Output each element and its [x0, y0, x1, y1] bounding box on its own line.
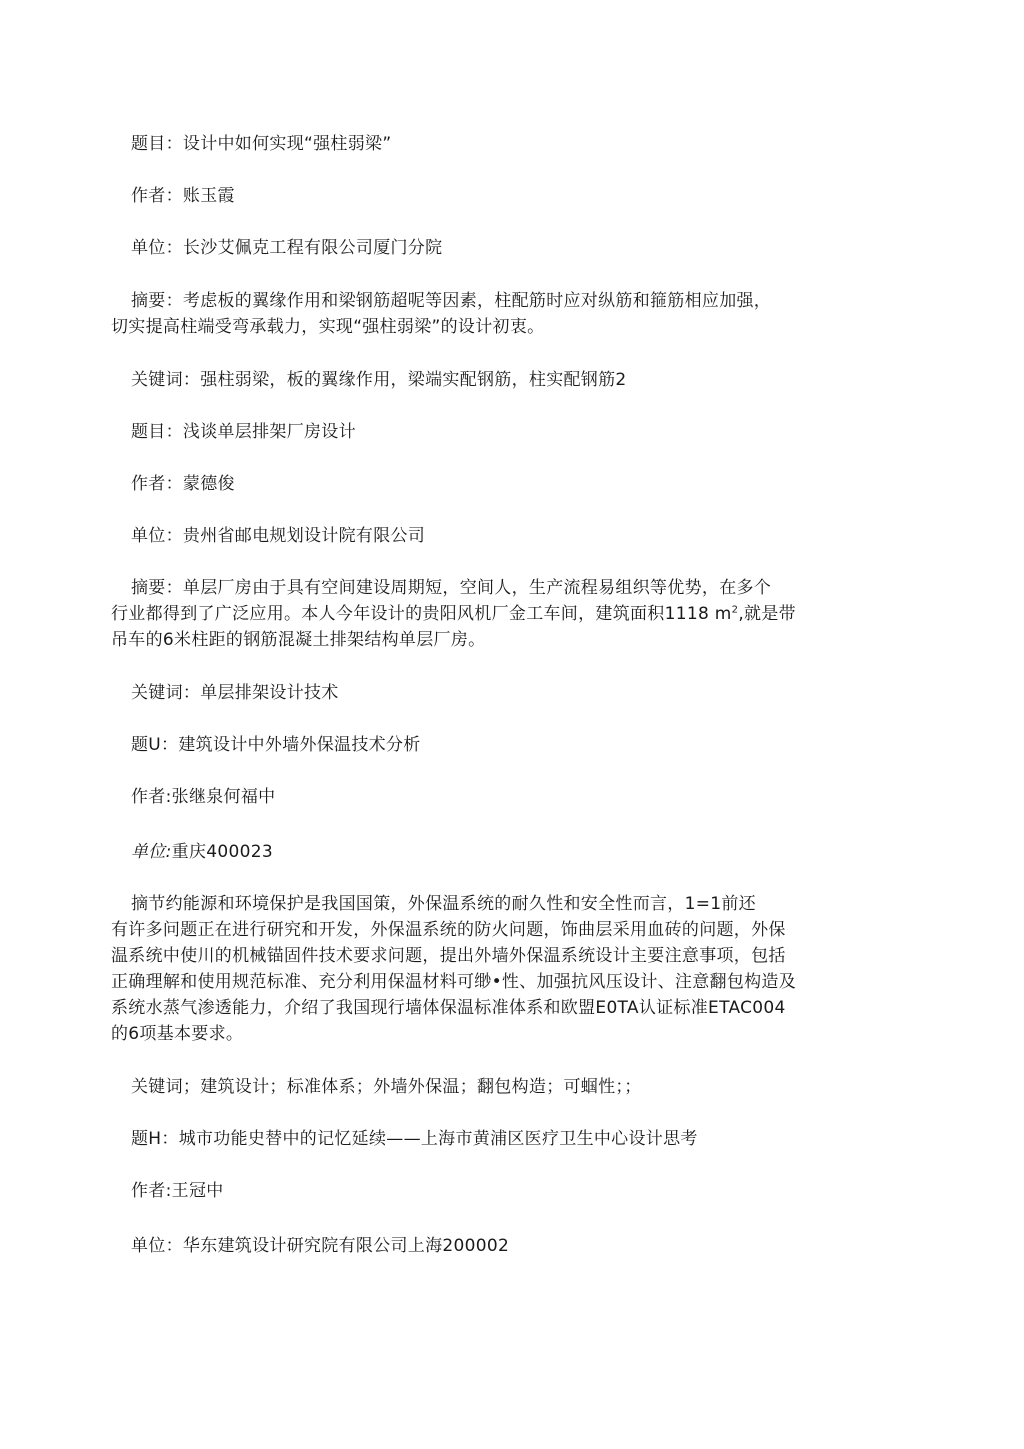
entry-2-abstract-line-2 — [111, 603, 796, 625]
abstract-label: 摘要： — [131, 291, 183, 311]
entry-1-keywords — [131, 369, 627, 391]
entry-4-author — [131, 1180, 224, 1202]
author-label: 作者： — [131, 186, 183, 206]
entry-2-keywords — [131, 682, 339, 704]
entry-4-title — [131, 1128, 698, 1150]
entry-2-title — [131, 421, 356, 443]
keywords-text: 建筑设计；标准体系；外墙外保温；翻包构造；可蝈性；； — [200, 1077, 642, 1097]
entry-1-author — [131, 185, 235, 207]
title-label: 题U： — [131, 735, 179, 755]
author-text: 账玉霞 — [182, 186, 235, 206]
keywords-label: 关键词： — [131, 370, 201, 390]
keywords-label: 关键词： — [131, 683, 201, 703]
entry-3-abstract-line-5: 系统水蒸气渗透能力，介绍了我国现行墙体保温标准体系和欧盟E0TA认证标准ETAC004 — [111, 998, 786, 1018]
title-text: 建筑设计中外墙外保温技术分析 — [178, 735, 421, 755]
author-text: 蒙德俊 — [182, 474, 235, 494]
author-label: 作者: — [131, 1181, 172, 1201]
author-label: 作者: — [131, 787, 172, 807]
title-label: 题H： — [131, 1129, 179, 1149]
entry-2-author — [131, 473, 235, 495]
entry-3-keywords — [131, 1076, 642, 1098]
abstract-text-tail: ,就是带 — [738, 604, 796, 624]
unit-text: 贵州省邮电规划设计院有限公司 — [182, 526, 426, 546]
keywords-label: 关键词； — [131, 1077, 201, 1097]
author-text: 王冠中 — [171, 1181, 224, 1201]
entry-3-abstract-line-4: 正确理解和使用规范标准、充分利用保温材料可缈•性、加强抗风压设计、注意翻包构造及 — [111, 972, 797, 992]
title-text: 浅谈单层排架厂房设计 — [182, 422, 356, 442]
entry-3-abstract-line-1: 摘节约能源和环境保护是我国国策，外保温系统的耐久性和安全性而言，1=1前还 — [131, 894, 756, 914]
entry-2-unit — [131, 525, 425, 547]
entry-1-abstract-line-1 — [131, 290, 771, 312]
unit-label: 单位: — [131, 842, 172, 862]
keywords-text: 单层排架设计技术 — [200, 683, 339, 703]
title-text: 城市功能史替中的记忆延续——上海市黄浦区医疗卫生中心设计思考 — [178, 1129, 698, 1149]
entry-3-unit — [131, 841, 273, 863]
unit-text: 长沙艾佩克工程有限公司厦门分院 — [182, 238, 443, 258]
unit-text: 重庆400023 — [171, 842, 273, 862]
entry-1-abstract-line-2: 切实提高柱端受弯承载力，实现“强柱弱梁”的设计初衷。 — [111, 317, 545, 337]
keywords-text: 强柱弱梁，板的翼缘作用，梁端实配钢筋，柱实配钢筋2 — [200, 370, 627, 390]
entry-2-abstract-line-3: 吊车的6米柱距的钢筋混凝土排架结构单层厂房。 — [111, 630, 486, 650]
entry-3-author — [131, 786, 275, 808]
entry-3-abstract-line-2: 有许多问题正在进行研究和开发，外保温系统的防火问题，饰曲层采用血砖的问题，外保 — [111, 920, 786, 940]
superscript: 2 — [731, 604, 739, 616]
entry-4-unit — [131, 1235, 509, 1257]
title-text: 设计中如何实现“强柱弱梁” — [182, 134, 392, 154]
unit-text: 华东建筑设计研究院有限公司上海200002 — [182, 1236, 510, 1256]
abstract-text: 考虑板的翼缘作用和梁钢筋超呢等因素，柱配筋时应对纵筋和箍筋相应加强， — [182, 291, 772, 311]
entry-3-title — [131, 734, 421, 756]
entry-1-unit — [131, 237, 442, 259]
entry-1-title — [131, 133, 391, 155]
abstract-text: 行业都得到了广泛应用。本人今年设计的贵阳风机厂金工车间，建筑面积1118 m — [111, 604, 732, 624]
unit-label: 单位： — [131, 1236, 183, 1256]
abstract-label: 摘要： — [131, 578, 183, 598]
title-label: 题目： — [131, 422, 183, 442]
unit-label: 单位： — [131, 238, 183, 258]
author-text: 张继泉何福中 — [171, 787, 276, 807]
entry-3-abstract-line-3: 温系统中使川的机械锚固件技术要求问题，提出外墙外保温系统设计主要注意事项，包括 — [111, 946, 786, 966]
entry-3-abstract-line-6: 的6项基本要求。 — [111, 1024, 244, 1044]
abstract-text: 单层厂房由于具有空间建设周期短，空间人，生产流程易组织等优势，在多个 — [182, 578, 772, 598]
entry-2-abstract-line-1 — [131, 577, 771, 599]
author-label: 作者： — [131, 474, 183, 494]
title-label: 题目： — [131, 134, 183, 154]
unit-label: 单位： — [131, 526, 183, 546]
